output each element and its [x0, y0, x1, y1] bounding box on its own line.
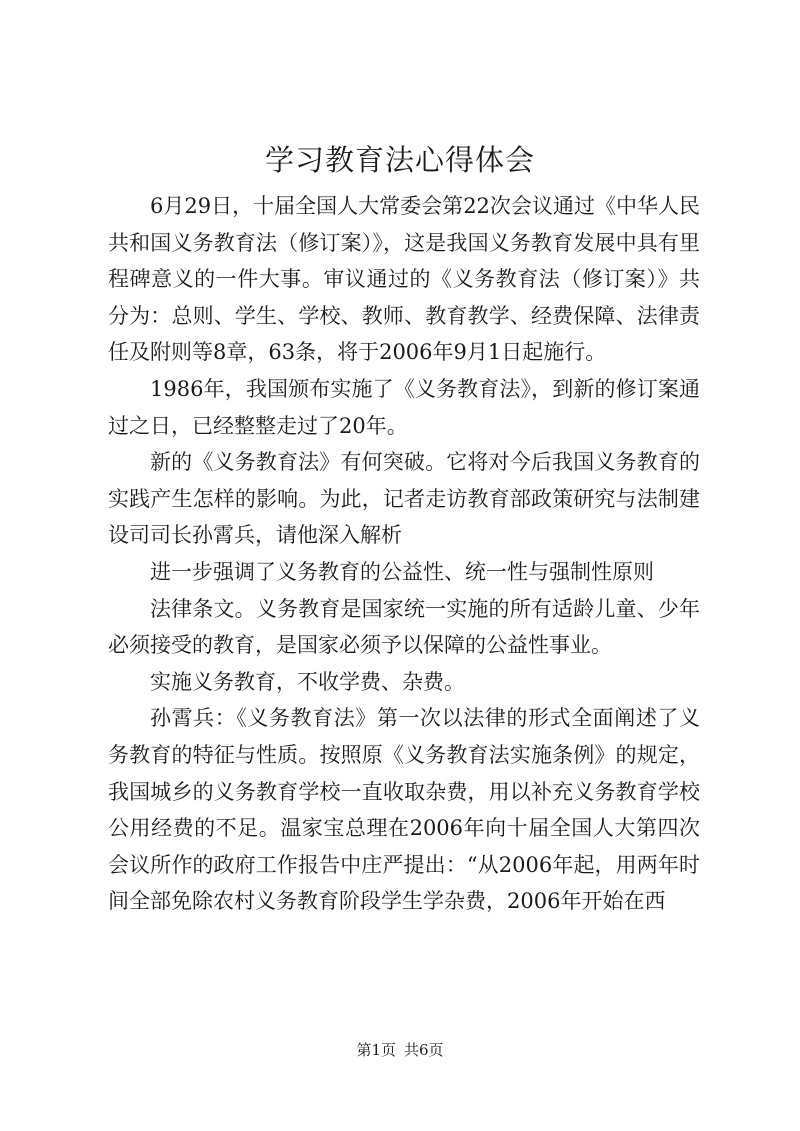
page-number: 第1页 [356, 1041, 396, 1059]
page-footer [0, 1040, 800, 1060]
paragraph-7: 孙霄兵：《义务教育法》第一次以法律的形式全面阐述了义务教育的特征与性质。按照原《义务教育法实施条例》的规定，我国城乡的义务教育学校一直收取杂费，用以补充义务教育学校公用经费的不足。温家宝总理在2006年向十届全国人大第四次会议所作的政府工作报告中庄严提出：“从2006年起，用两年时间全部免除农村义务教育阶段学生学杂费，2006年开始在西 [108, 706, 700, 914]
document-body [108, 188, 700, 920]
paragraph-5: 法律条文。义务教育是国家统一实施的所有适龄儿童、少年必须接受的教育，是国家必须予以保障的公益性事业。 [108, 596, 700, 658]
document-title: 学习教育法心得体会 [264, 143, 535, 177]
paragraph-6: 实施义务教育，不收学费、杂费。 [150, 669, 465, 694]
paragraph-2: 1986年，我国颁布实施了《义务教育法》，到新的修订案通过之日，已经整整走过了20年。 [108, 376, 700, 438]
paragraph-4: 进一步强调了义务教育的公益性、统一性与强制性原则 [150, 559, 654, 584]
paragraph-1: 6月29日，十届全国人大常委会第22次会议通过《中华人民共和国义务教育法（修订案）》，这是我国义务教育发展中具有里程碑意义的一件大事。审议通过的《义务教育法（修订案）》共分为：总则、学生、学校、教师、教育教学、经费保障、法律责任及附则等8章，63条，将于2006年9月1日起施行。 [108, 194, 700, 365]
paragraph-3: 新的《义务教育法》有何突破。它将对今后我国义务教育的实践产生怎样的影响。为此，记者走访教育部政策研究与法制建设司司长孙霄兵，请他深入解析 [108, 450, 700, 548]
page-total: 共6页 [404, 1041, 444, 1059]
